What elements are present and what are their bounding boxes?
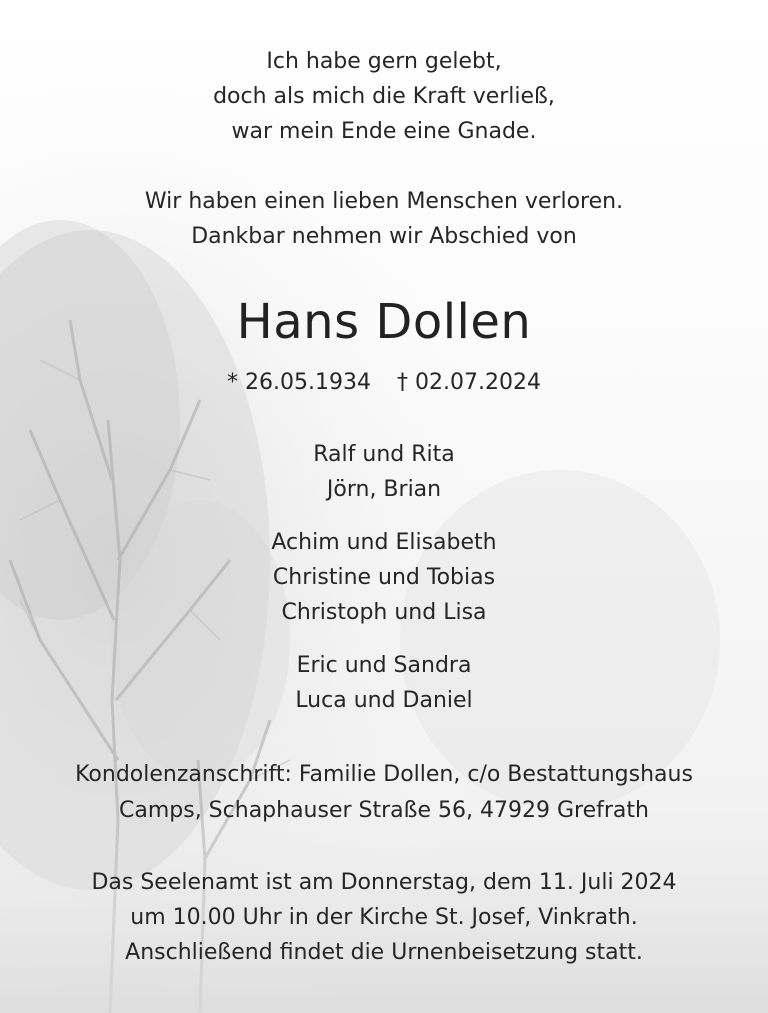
verse-line-1: Ich habe gern gelebt, (266, 49, 502, 74)
condolence-line-1: Kondolenzanschrift: Familie Dollen, c/o Bestattungshaus (75, 762, 693, 787)
verse-line-2: doch als mich die Kraft verließ, (213, 84, 555, 109)
mourner-5: Christoph und Lisa (281, 600, 487, 625)
birth-date: * 26.05.1934 (227, 370, 371, 395)
mourner-3: Achim und Elisabeth (271, 530, 497, 555)
intro-line-2: Dankbar nehmen wir Abschied von (191, 224, 577, 249)
life-dates (0, 370, 768, 395)
mourner-2: Jörn, Brian (326, 477, 442, 502)
condolence-line-2: Camps, Schaphauser Straße 56, 47929 Grefrath (119, 798, 649, 823)
mourner-6: Eric und Sandra (296, 653, 472, 678)
mourner-1: Ralf und Rita (313, 442, 455, 467)
death-date: † 02.07.2024 (397, 370, 541, 395)
service-line-1: Das Seelenamt ist am Donnerstag, dem 11. Juli 2024 (91, 870, 677, 895)
deceased-name: Hans Dollen (236, 294, 532, 350)
service-line-2: um 10.00 Uhr in der Kirche St. Josef, Vinkrath. (130, 905, 638, 930)
mourner-4: Christine und Tobias (272, 565, 496, 590)
mourner-7: Luca und Daniel (295, 688, 473, 713)
service-line-3: Anschließend findet die Urnenbeisetzung statt. (125, 940, 643, 965)
verse-line-3: war mein Ende eine Gnade. (231, 119, 537, 144)
intro-line-1: Wir haben einen lieben Menschen verloren. (144, 189, 624, 214)
